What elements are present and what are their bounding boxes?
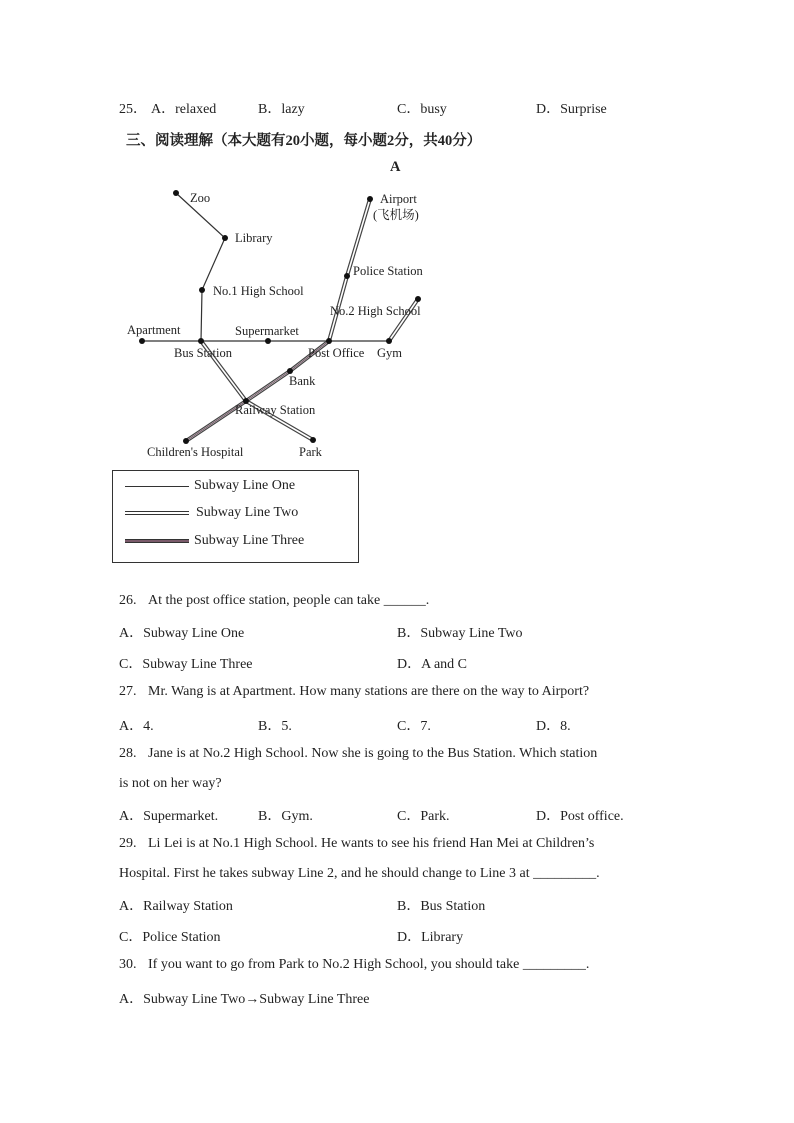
question-30 [119, 957, 589, 973]
q25-option-c: C．busy [397, 102, 447, 117]
question-30-text: If you want to go from Park to No.2 High School, you should take _________. [148, 957, 590, 972]
station-label-childrens-hospital: Children's Hospital [147, 445, 244, 459]
legend-label-line-three: Subway Line Three [194, 533, 305, 548]
question-27-number: 27. [119, 684, 137, 699]
subway-line-one [142, 193, 389, 341]
station-dot-zoo [173, 190, 179, 196]
question-30-number: 30. [119, 957, 137, 972]
q25-option-a: A．relaxed [151, 102, 217, 117]
question-28-text: Jane is at No.2 High School. Now she is going to the Bus Station. Which station [148, 746, 598, 761]
question-27 [119, 684, 589, 700]
question-29-number: 29. [119, 836, 137, 851]
passage-label: A [390, 159, 401, 175]
station-label-supermarket: Supermarket [235, 324, 299, 338]
station-label-post-office: Post Office [308, 346, 365, 360]
station-label-no1-high-school: No.1 High School [213, 284, 304, 298]
subway-map [0, 0, 794, 470]
station-label-airport: Airport [380, 192, 417, 206]
q29-option-a: A．Railway Station [119, 899, 233, 914]
q28-option-d: D．Post office. [536, 809, 624, 824]
q27-option-d: D．8. [536, 719, 571, 734]
q28-option-b: B．Gym. [258, 809, 313, 824]
station-dot-childrens-hospital [183, 438, 189, 444]
station-label-bus-station: Bus Station [174, 346, 232, 360]
question-29-text-cont: Hospital. First he takes subway Line 2, and he should change to Line 3 at _________. [119, 866, 600, 881]
q25-option-b: B．lazy [258, 102, 305, 117]
station-dot-supermarket [265, 338, 271, 344]
station-dot-no2-high-school [415, 296, 421, 302]
q29-option-d: D．Library [397, 930, 464, 945]
station-dot-gym [386, 338, 392, 344]
legend-swatch-line-two [125, 511, 189, 515]
station-label-police-station: Police Station [353, 264, 423, 278]
station-label-railway-station: Railway Station [235, 403, 316, 417]
q26-option-b: B．Subway Line Two [397, 626, 523, 641]
q28-option-a: A．Supermarket. [119, 809, 219, 824]
station-label-no2-high-school: No.2 High School [330, 304, 421, 318]
q25-option-d: D．Surprise [536, 102, 607, 117]
q26-option-a: A．Subway Line One [119, 626, 245, 641]
station-dot-airport [367, 196, 373, 202]
question-26 [119, 593, 429, 609]
station-label-gym: Gym [377, 346, 402, 360]
q27-option-c: C．7. [397, 719, 431, 734]
q27-option-a: A．4. [119, 719, 154, 734]
station-dot-post-office [326, 338, 332, 344]
station-label-apartment: Apartment [127, 323, 181, 337]
question-27-text: Mr. Wang is at Apartment. How many stations are there on the way to Airport? [148, 684, 590, 699]
station-dot-police-station [344, 273, 350, 279]
station-dot-apartment [139, 338, 145, 344]
station-label-park: Park [299, 445, 322, 459]
station-label-zoo: Zoo [190, 191, 211, 205]
q29-option-b: B．Bus Station [397, 899, 486, 914]
station-dot-park [310, 437, 316, 443]
question-25-number: 25． [119, 102, 147, 117]
question-28 [119, 746, 597, 762]
legend-swatch-line-one [125, 486, 189, 487]
q28-option-c: C．Park. [397, 809, 450, 824]
legend-label-line-two: Subway Line Two [196, 505, 299, 520]
station-dot-bus-station [198, 338, 204, 344]
legend-swatch-line-three [125, 539, 189, 543]
question-28-number: 28. [119, 746, 137, 761]
station-dot-no1-high-school [199, 287, 205, 293]
question-28-text-cont: is not on her way? [119, 776, 222, 791]
q30-option-a: A．Subway Line Two→Subway Line Three [119, 992, 370, 1007]
map-legend [112, 470, 359, 563]
legend-label-line-one: Subway Line One [194, 478, 296, 493]
station-label-bank: Bank [289, 374, 316, 388]
question-26-number: 26. [119, 593, 137, 608]
question-26-text: At the post office station, people can take ______. [148, 593, 430, 608]
q29-option-c: C．Police Station [119, 930, 221, 945]
station-dot-library [222, 235, 228, 241]
question-29-text: Li Lei is at No.1 High School. He wants to see his friend Han Mei at Children’s [148, 836, 595, 851]
section-title: 三、阅读理解（本大题有20小题，每小题2分，共40分） [126, 133, 482, 149]
station-label-library: Library [235, 231, 273, 245]
q26-option-d: D．A and C [397, 657, 467, 672]
q27-option-b: B．5. [258, 719, 292, 734]
question-29 [119, 836, 594, 852]
station-label-airport-cn: (飞机场) [373, 208, 419, 222]
q26-option-c: C．Subway Line Three [119, 657, 253, 672]
